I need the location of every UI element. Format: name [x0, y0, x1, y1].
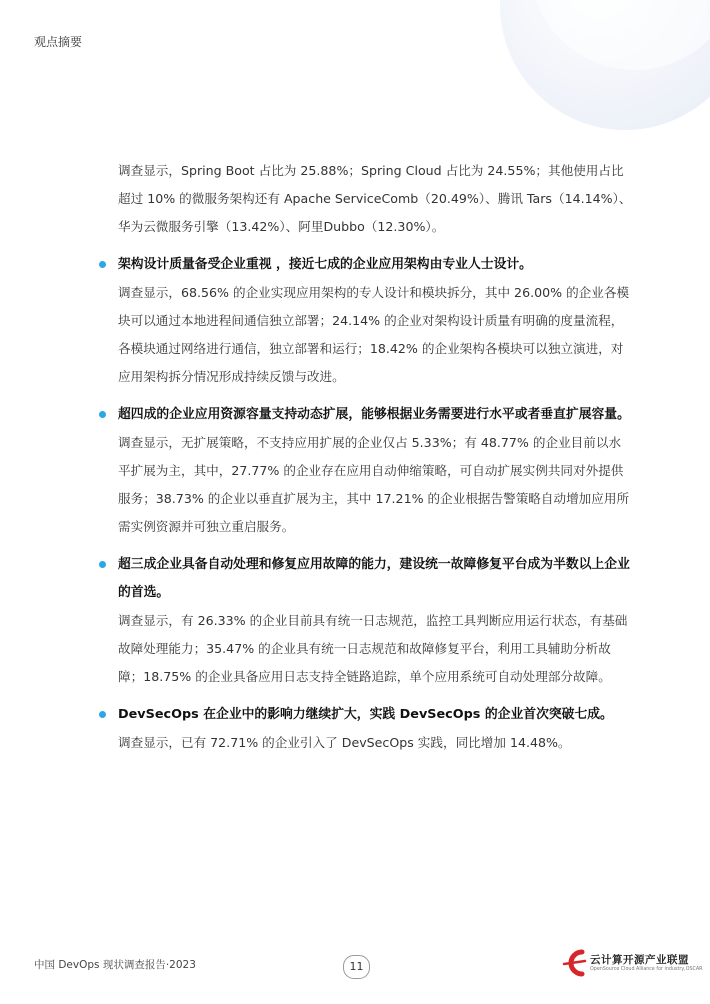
bullet-dot-icon [99, 711, 106, 718]
logo-name: 云计算开源产业联盟 [590, 954, 689, 966]
page-number: 11 [343, 955, 370, 979]
finding-body: 调查显示，无扩展策略，不支持应用扩展的企业仅占 5.33%；有 48.77% 的企业目前以水平扩展为主，其中，27.77% 的企业存在应用自动伸缩策略，可自动扩展实例共同对外提供服务；38.73% 的企业以垂直扩展为主，其中 17.21% 的企业根据告警策略自动增加应用所需实例资源并可独立重启服务。 [118, 435, 630, 534]
finding-heading: 超四成的企业应用资源容量支持动态扩展，能够根据业务需要进行水平或者垂直扩展容量。 [118, 407, 630, 422]
intro-paragraph: 调查显示，Spring Boot 占比为 25.88%；Spring Cloud 占比为 24.55%；其他使用占比超过 10% 的微服务架构还有 Apache ServiceComb（20.49%）、腾讯 Tars（14.14%）、华为云微服务引擎（13.42%）、阿里Dubbo（12.30%）。 [118, 163, 632, 234]
finding-body: 调查显示，有 26.33% 的企业目前具有统一日志规范，监控工具判断应用运行状态，有基础故障处理能力；35.47% 的企业具有统一日志规范和故障修复平台，利用工具辅助分析故障；18.75% 的企业具备应用日志支持全链路追踪，单个应用系统可自动处理部分故障。 [118, 613, 628, 684]
section-label: 观点摘要 [34, 35, 83, 49]
oscar-logo [562, 948, 703, 982]
finding-item [92, 251, 632, 391]
footer-report-title: 中国 DevOps 现状调查报告·2023 [34, 959, 196, 971]
finding-heading: 超三成企业具备自动处理和修复应用故障的能力，建设统一故障修复平台成为半数以上企业的首选。 [118, 557, 630, 600]
finding-body: 调查显示，68.56% 的企业实现应用架构的专人设计和模块拆分，其中 26.00% 的企业各模块可以通过本地进程间通信独立部署；24.14% 的企业对架构设计质量有明确的度量流程，各模块通过网络进行通信，独立部署和运行；18.42% 的企业架构各模块可以独立演进，对应用架构拆分情况形成持续反馈与改进。 [118, 285, 630, 384]
finding-item [92, 401, 632, 541]
oscar-logo-icon [562, 948, 588, 978]
bullet-dot-icon [99, 411, 106, 418]
logo-subtitle: OpenSource Cloud Alliance for industry,OSCAR [590, 967, 703, 972]
finding-heading: 架构设计质量备受企业重视 ，接近七成的企业应用架构由专业人士设计。 [118, 257, 532, 272]
finding-heading: DevSecOps 在企业中的影响力继续扩大，实践 DevSecOps 的企业首次突破七成。 [118, 707, 613, 722]
finding-item [92, 701, 632, 757]
bullet-dot-icon [99, 261, 106, 268]
main-content [92, 157, 632, 757]
finding-body: 调查显示，已有 72.71% 的企业引入了 DevSecOps 实践，同比增加 14.48%。 [118, 735, 571, 750]
finding-item [92, 551, 632, 691]
bullet-dot-icon [99, 561, 106, 568]
